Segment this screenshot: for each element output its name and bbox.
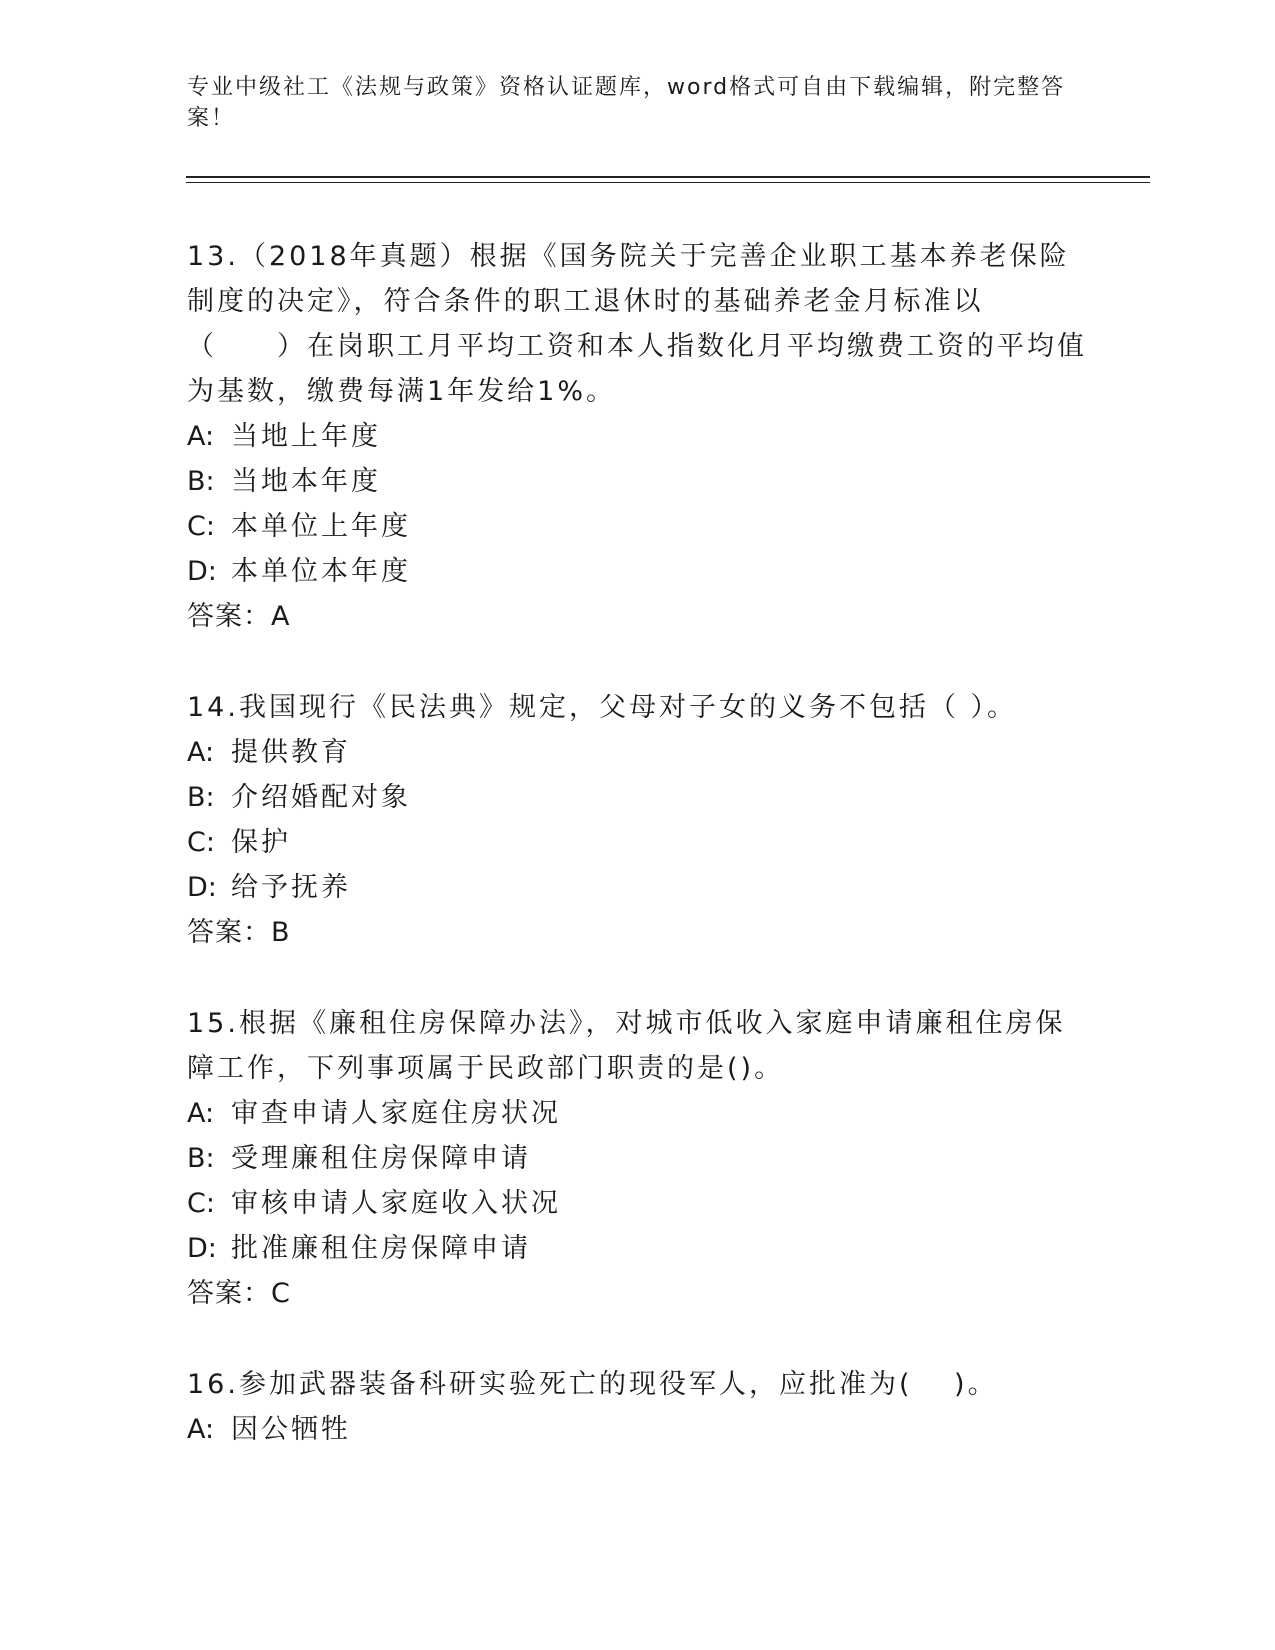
option-c (187, 504, 1087, 549)
option-b (187, 1136, 1087, 1181)
option-text: 介绍婚配对象 (231, 782, 411, 813)
option-text: 审核申请人家庭收入状况 (231, 1188, 561, 1219)
option-letter: A: (187, 1098, 215, 1129)
question-14 (187, 685, 1087, 955)
option-a (187, 1407, 1087, 1452)
option-text: 提供教育 (231, 737, 351, 768)
option-letter: C: (187, 511, 215, 542)
option-text: 审查申请人家庭住房状况 (231, 1098, 561, 1129)
question-16 (187, 1362, 1087, 1452)
answer: 答案：B (187, 917, 291, 948)
question-15 (187, 1001, 1087, 1316)
option-d (187, 549, 1087, 594)
option-text: 批准廉租住房保障申请 (231, 1233, 531, 1264)
option-letter: C: (187, 1188, 215, 1219)
option-text: 当地本年度 (231, 466, 381, 497)
option-letter: D: (187, 872, 217, 903)
option-text: 因公牺牲 (231, 1414, 351, 1445)
option-d (187, 865, 1087, 910)
option-letter: B: (187, 1143, 215, 1174)
header-divider (186, 176, 1150, 183)
question-list (187, 234, 1087, 1498)
answer: 答案：C (187, 1278, 291, 1309)
option-c (187, 1181, 1087, 1226)
option-a (187, 1091, 1087, 1136)
option-letter: B: (187, 782, 215, 813)
option-a (187, 414, 1087, 459)
document-header: 专业中级社工《法规与政策》资格认证题库，word格式可自由下载编辑，附完整答案！ (187, 75, 1066, 131)
option-letter: D: (187, 1233, 217, 1264)
question-13 (187, 234, 1087, 639)
question-text: 13.（2018年真题）根据《国务院关于完善企业职工基本养老保险制度的决定》，符合条件的职工退休时的基础养老金月标准以（ ）在岗职工月平均工资和本人指数化月平均缴费工资的平均值为基数，缴费每满1年发给1%。 (187, 241, 1087, 407)
option-letter: A: (187, 421, 215, 452)
option-letter: D: (187, 556, 217, 587)
option-b (187, 775, 1087, 820)
option-text: 给予抚养 (231, 872, 351, 903)
option-d (187, 1226, 1087, 1271)
option-text: 当地上年度 (231, 421, 381, 452)
question-text: 16.参加武器装备科研实验死亡的现役军人，应批准为( )。 (187, 1369, 998, 1400)
option-letter: A: (187, 1414, 215, 1445)
option-letter: A: (187, 737, 215, 768)
question-text: 14.我国现行《民法典》规定，父母对子女的义务不包括（ ）。 (187, 692, 1018, 723)
option-text: 保护 (231, 827, 291, 858)
option-text: 本单位本年度 (231, 556, 411, 587)
option-b (187, 459, 1087, 504)
answer: 答案：A (187, 601, 291, 632)
question-text: 15.根据《廉租住房保障办法》，对城市低收入家庭申请廉租住房保障工作，下列事项属于民政部门职责的是()。 (187, 1008, 1066, 1084)
option-letter: B: (187, 466, 215, 497)
option-text: 受理廉租住房保障申请 (231, 1143, 531, 1174)
option-c (187, 820, 1087, 865)
option-text: 本单位上年度 (231, 511, 411, 542)
option-letter: C: (187, 827, 215, 858)
option-a (187, 730, 1087, 775)
